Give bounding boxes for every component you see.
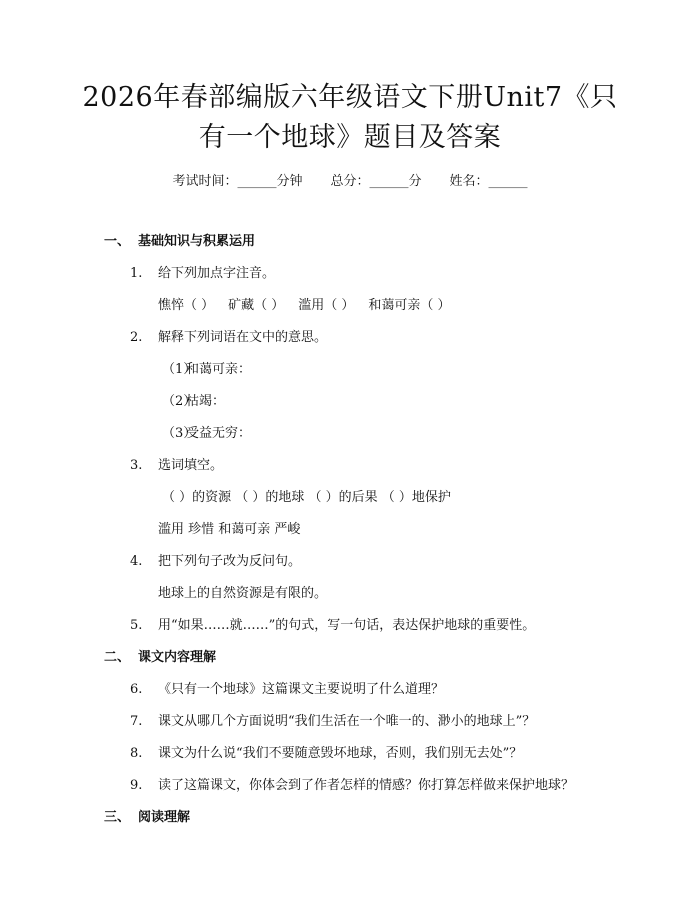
question-6 (130, 678, 444, 697)
question-2 (130, 326, 327, 345)
question-number: 5. (130, 618, 143, 633)
q2-sub-3 (162, 422, 251, 441)
section-heading-1 (104, 230, 255, 249)
section-heading-2 (104, 646, 216, 665)
q2-sub-1 (162, 358, 251, 377)
question-text: 课文从哪几个方面说明“我们生活在一个唯一的、渺小的地球上”？ (158, 714, 536, 729)
question-text: 读了这篇课文，你体会到了作者怎样的情感？你打算怎样做来保护地球？ (158, 778, 575, 793)
q4-sentence: 地球上的自然资源是有限的。 (158, 586, 328, 601)
question-text: 解释下列词语在文中的意思。 (158, 330, 328, 345)
exam-time: 考试时间：______分钟 (172, 174, 303, 189)
q1-item: 矿藏（ ） (228, 298, 285, 313)
question-text: 给下列加点字注音。 (158, 266, 276, 281)
exam-name: 姓名：______ (449, 174, 528, 189)
sub-text: 和蔼可亲： (186, 362, 252, 377)
q1-item: 和蔼可亲（ ） (368, 298, 451, 313)
sub-text: 枯竭： (186, 394, 226, 409)
question-number: 4. (130, 554, 143, 569)
section-title: 基础知识与积累运用 (138, 234, 256, 249)
question-text: 选词填空。 (158, 458, 224, 473)
question-8 (130, 742, 522, 761)
question-text: 用“如果……就……”的句式，写一句话，表达保护地球的重要性。 (158, 618, 536, 633)
q1-item: 滥用（ ） (298, 298, 355, 313)
exam-meta (0, 170, 700, 189)
question-number: 7. (130, 714, 143, 729)
question-3 (130, 454, 223, 473)
q3-blanks: （ ）的资源 （ ）的地球 （ ）的后果 （ ）地保护 (162, 490, 451, 505)
sub-number: （2） (162, 394, 197, 409)
q2-sub-2 (162, 390, 225, 409)
title-line-2: 有一个地球》题目及答案 (198, 122, 502, 153)
document-title (70, 78, 630, 158)
question-number: 1. (130, 266, 143, 281)
title-line-1: 2026年春部编版六年级语文下册Unit7《只 (82, 82, 618, 113)
question-number: 3. (130, 458, 143, 473)
exam-score: 总分：______分 (330, 174, 422, 189)
question-5 (130, 614, 535, 633)
question-number: 9. (130, 778, 143, 793)
section-heading-3 (104, 806, 190, 825)
sub-number: （1） (162, 362, 197, 377)
section-number: 一、 (104, 234, 131, 249)
question-text: 课文为什么说“我们不要随意毁坏地球，否则，我们别无去处”？ (158, 746, 523, 761)
question-number: 2. (130, 330, 143, 345)
q1-item: 憔悴（ ） (158, 298, 215, 313)
question-number: 8. (130, 746, 143, 761)
question-9 (130, 774, 574, 793)
section-title: 阅读理解 (138, 810, 191, 825)
sub-text: 受益无穷： (186, 426, 252, 441)
q3-word-bank: 滥用 珍惜 和蔼可亲 严峻 (158, 522, 301, 537)
question-text: 《只有一个地球》这篇课文主要说明了什么道理？ (158, 682, 445, 697)
section-number: 二、 (104, 650, 131, 665)
question-7 (130, 710, 535, 729)
question-1 (130, 262, 275, 281)
q1-items (158, 294, 451, 313)
question-4 (130, 550, 301, 569)
section-title: 课文内容理解 (138, 650, 217, 665)
question-text: 把下列句子改为反问句。 (158, 554, 302, 569)
sub-number: （3） (162, 426, 197, 441)
section-number: 三、 (104, 810, 131, 825)
question-number: 6. (130, 682, 143, 697)
